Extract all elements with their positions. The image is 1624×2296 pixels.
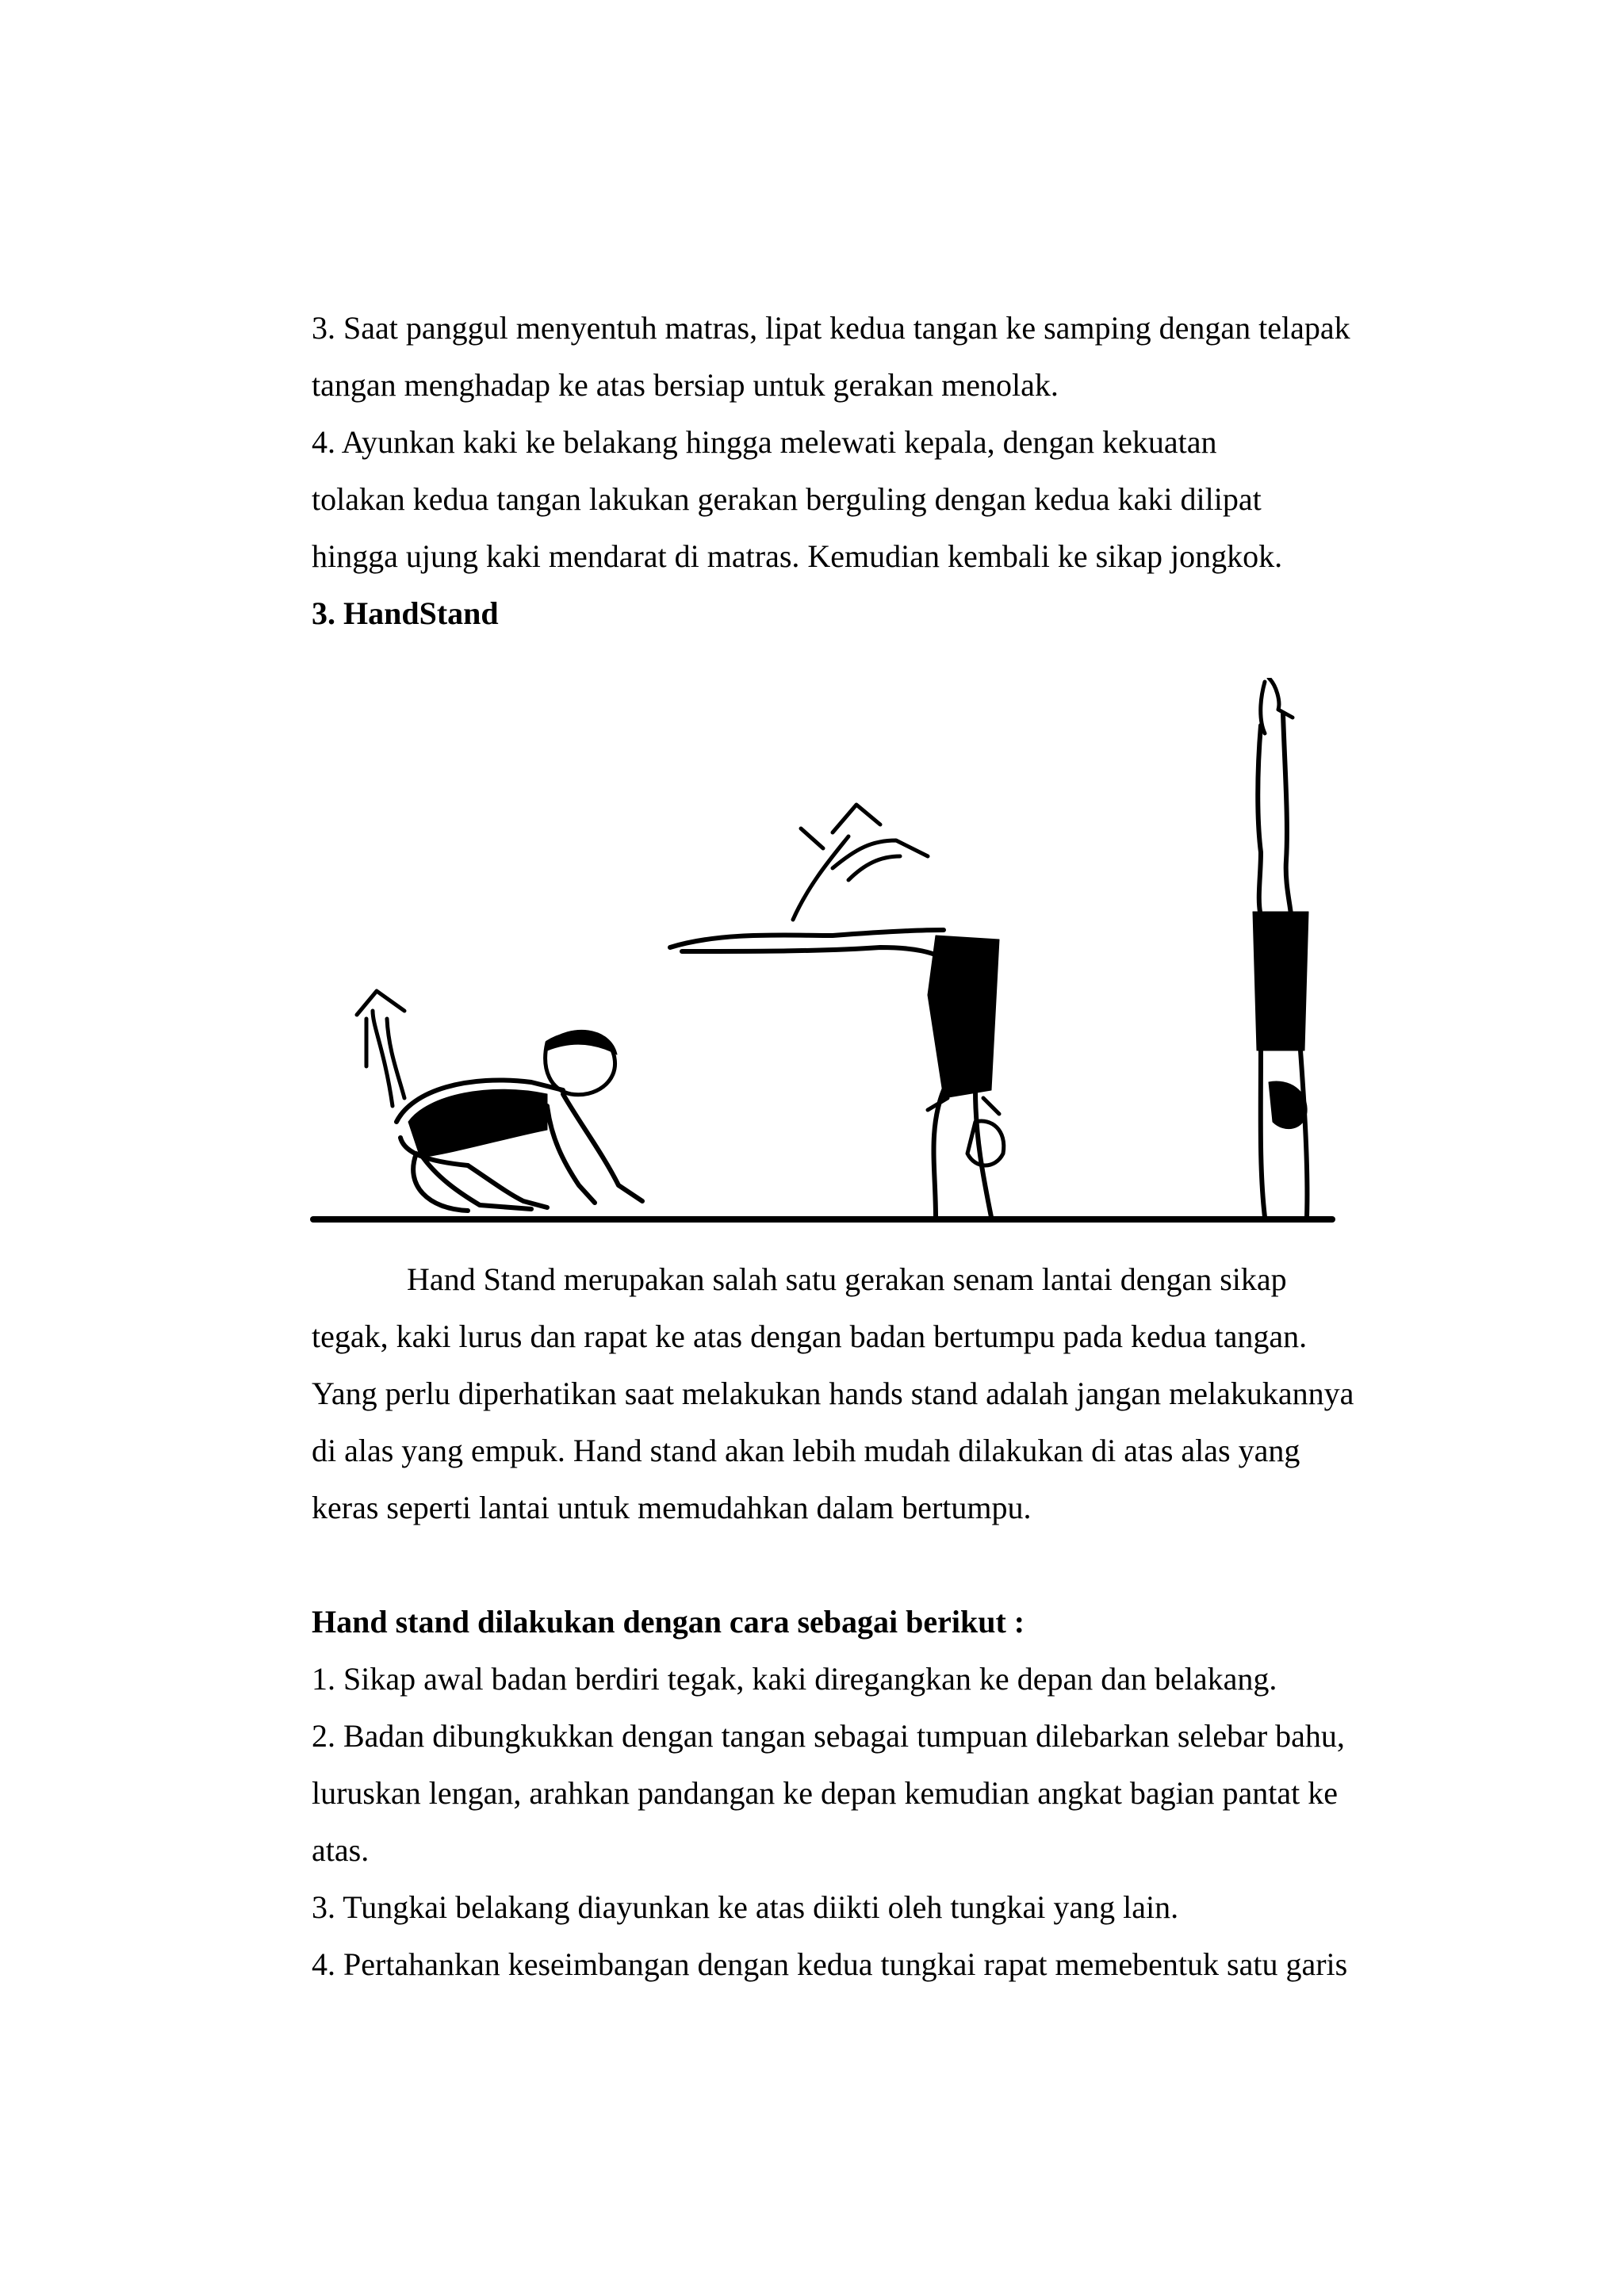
text-line: 3. Saat panggul menyentuh matras, lipat kedua tangan ke samping dengan telapak bbox=[312, 310, 1350, 346]
text-line: tegak, kaki lurus dan rapat ke atas dengan badan bertumpu pada kedua tangan. bbox=[312, 1318, 1308, 1354]
text-line: tolakan kedua tangan lakukan gerakan berguling dengan kedua kaki dilipat bbox=[312, 481, 1262, 517]
text-line: hingga ujung kaki mendarat di matras. Kemudian kembali ke sikap jongkok. bbox=[312, 538, 1283, 574]
text-line: 3. Tungkai belakang diayunkan ke atas diikti oleh tungkai yang lain. bbox=[312, 1889, 1179, 1925]
text-line: 2. Badan dibungkukkan dengan tangan sebagai tumpuan dilebarkan selebar bahu, bbox=[312, 1718, 1345, 1754]
section-heading: 3. HandStand bbox=[312, 595, 499, 631]
handstand-sequence-illustration bbox=[309, 678, 1340, 1233]
text-line: atas. bbox=[312, 1832, 370, 1868]
text-line: luruskan lengan, arahkan pandangan ke depan kemudian angkat bagian pantat ke bbox=[312, 1775, 1338, 1811]
up-arrow-icon bbox=[793, 805, 928, 920]
text-line: Hand Stand merupakan salah satu gerakan senam lantai dengan sikap bbox=[407, 1261, 1287, 1297]
kick-up-figure bbox=[670, 805, 1004, 1217]
text-line: 4. Pertahankan keseimbangan dengan kedua tungkai rapat memebentuk satu garis bbox=[312, 1946, 1348, 1982]
text-line: 1. Sikap awal badan berdiri tegak, kaki diregangkan ke depan dan belakang. bbox=[312, 1661, 1277, 1697]
text-line: keras seperti lantai untuk memudahkan dalam bertumpu. bbox=[312, 1490, 1032, 1525]
text-line: di alas yang empuk. Hand stand akan lebih mudah dilakukan di atas alas yang bbox=[312, 1433, 1300, 1468]
text-line: Yang perlu diperhatikan saat melakukan hands stand adalah jangan melakukannya bbox=[312, 1376, 1354, 1411]
handstand-figure bbox=[1253, 678, 1308, 1217]
text-line: tangan menghadap ke atas bersiap untuk gerakan menolak. bbox=[312, 367, 1059, 403]
text-line: 4. Ayunkan kaki ke belakang hingga melewati kepala, dengan kekuatan bbox=[312, 424, 1217, 460]
steps-heading: Hand stand dilakukan dengan cara sebagai berikut : bbox=[312, 1604, 1025, 1640]
up-arrow-icon bbox=[357, 991, 404, 1106]
crouch-figure bbox=[357, 991, 642, 1211]
